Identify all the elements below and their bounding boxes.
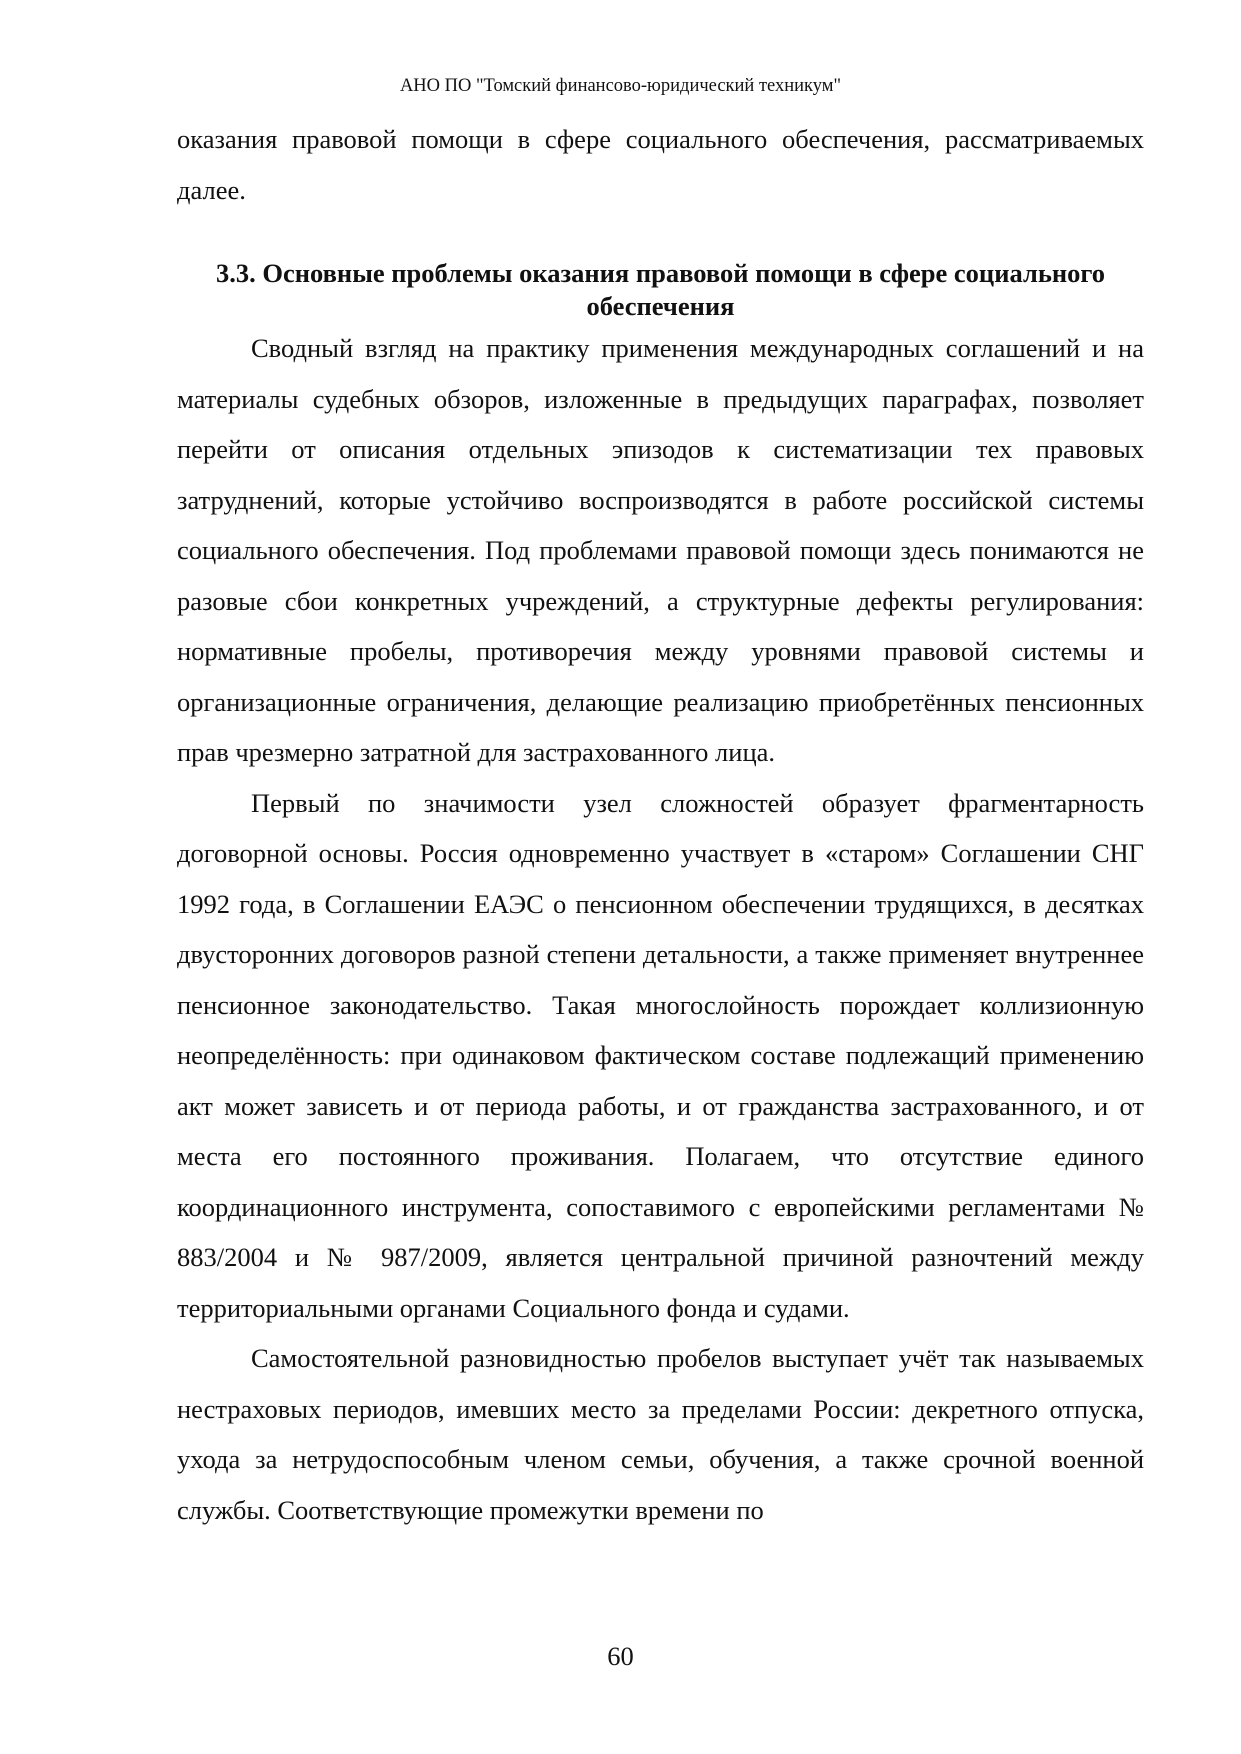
document-body bbox=[177, 114, 1144, 1535]
page-number: 60 bbox=[607, 1641, 634, 1671]
section-heading: 3.3. Основные проблемы оказания правовой помощи в сфере социального обеспечения bbox=[216, 258, 1105, 321]
paragraph-2: Первый по значимости узел сложностей образует фрагментарность договорной основы. Россия одновременно участвует в «старом» Соглашении СНГ 1992 года, в Соглашении ЕАЭС о пенсионном обеспечении трудящихся, в десятках двусторонних договоров разной степени детальности, а также применяет внутреннее пенсионное законодательство. Такая многослойность порождает коллизионную неопределённость: при одинаковом фактическом составе подлежащий применению акт может зависеть и от периода работы, и от гражданства застрахованного, и от места его постоянного проживания. Полагаем, что отсутствие единого координационного инструмента, сопоставимого с европейскими регламентами № 883/2004 и № 987/2009, является центральной причиной разночтений между территориальными органами Социального фонда и судами. bbox=[177, 787, 1144, 1323]
running-header: АНО ПО "Томский финансово-юридический техникум" bbox=[399, 76, 842, 96]
paragraph-1: Сводный взгляд на практику применения международных соглашений и на материалы судебных обзоров, изложенные в предыдущих параграфах, позволяет перейти от описания отдельных эпизодов к систематизации тех правовых затруднений, которые устойчиво воспроизводятся в работе российской системы социального обеспечения. Под проблемами правовой помощи здесь понимаются не разовые сбои конкретных учреждений, а структурные дефекты регулирования: нормативные пробелы, противоречия между уровнями правовой системы и организационные ограничения, делающие реализацию приобретённых пенсионных прав чрезмерно затратной для застрахованного лица. bbox=[177, 333, 1144, 767]
paragraph-3: Самостоятельной разновидностью пробелов выступает учёт так называемых нестраховых периодов, имевших место за пределами России: декретного отпуска, ухода за нетрудоспособным членом семьи, обучения, а также срочной военной службы. Соответствующие промежутки времени по bbox=[177, 1343, 1144, 1525]
continuation-paragraph: оказания правовой помощи в сфере социального обеспечения, рассматриваемых далее. bbox=[177, 124, 1144, 205]
